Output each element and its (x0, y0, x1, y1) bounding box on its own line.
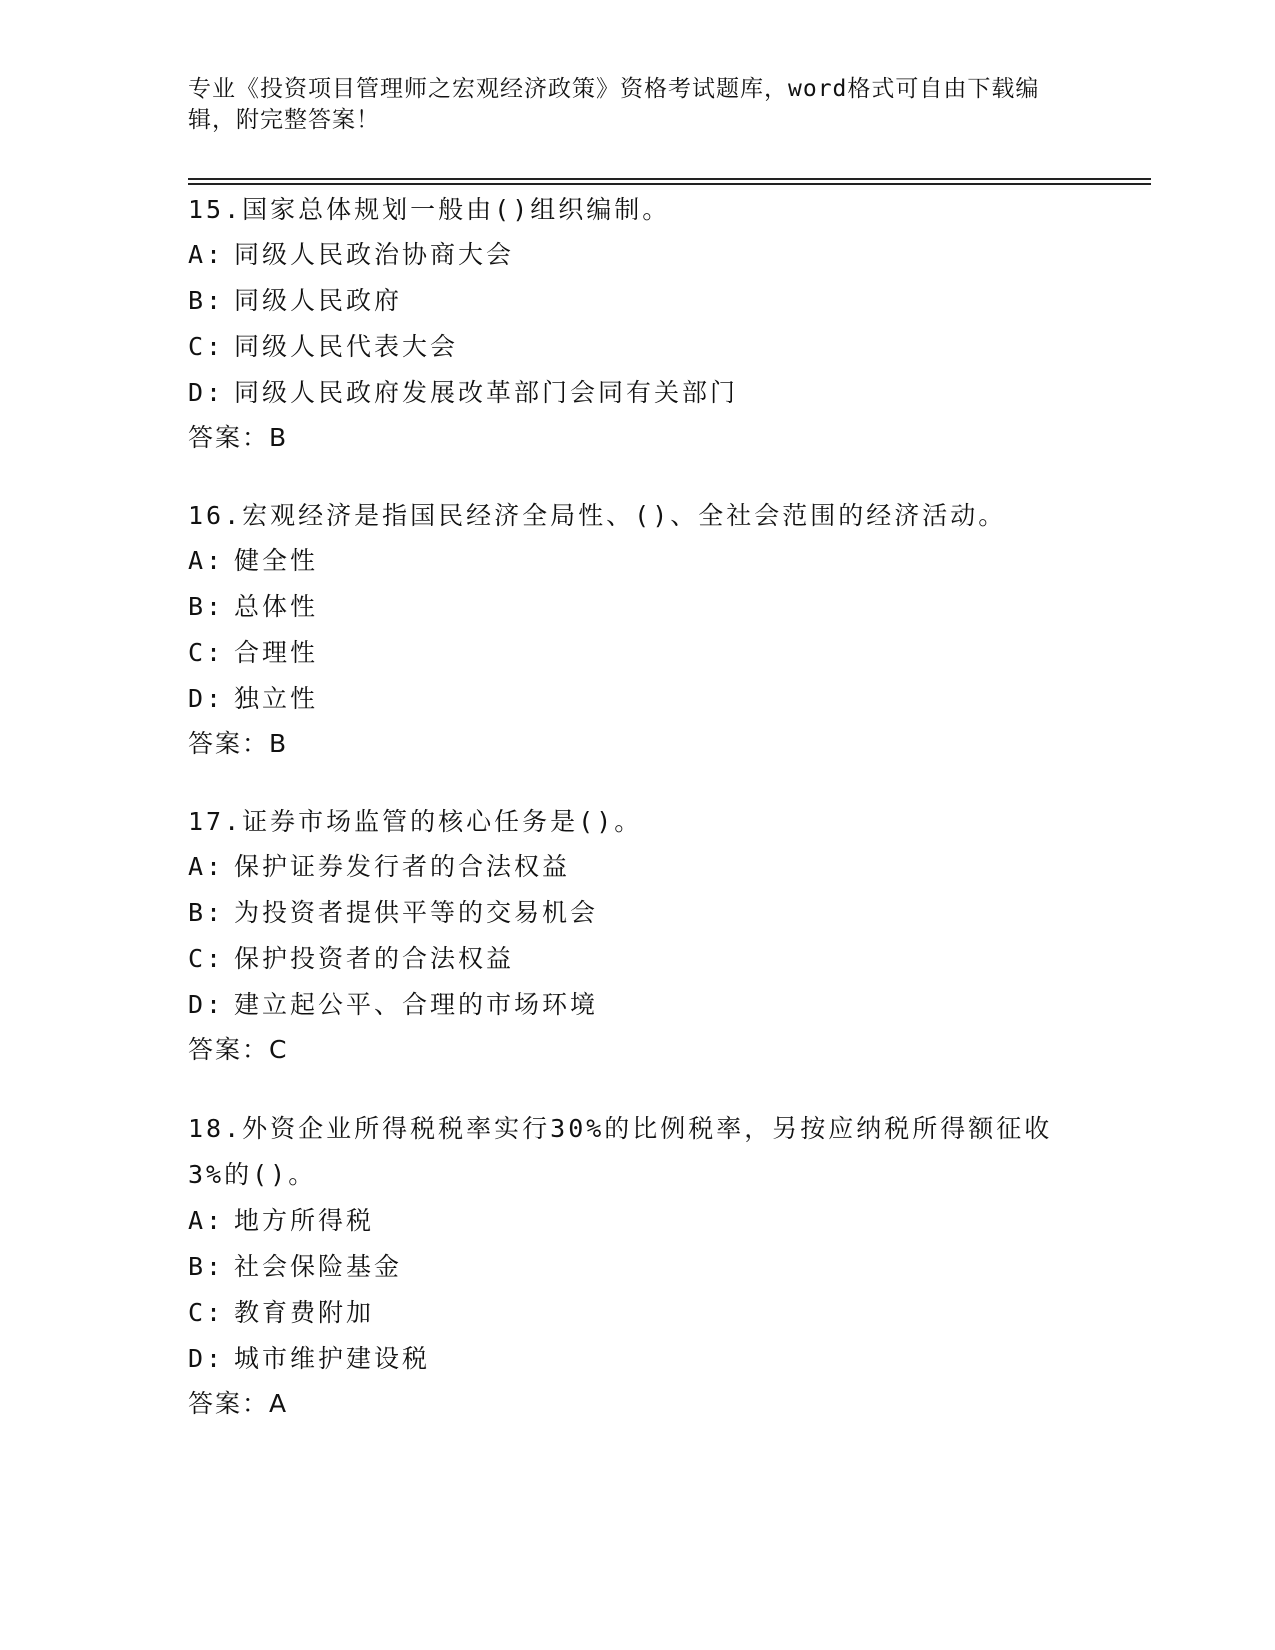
option-letter: D: (188, 684, 225, 713)
option-letter: D: (188, 1344, 225, 1373)
option-letter: B: (188, 286, 225, 315)
document-header: 专业《投资项目管理师之宏观经济政策》资格考试题库，word格式可自由下载编辑，附完整答案！ (188, 76, 1040, 133)
option-text: 保护投资者的合法权益 (234, 944, 515, 973)
option-b (188, 890, 1088, 936)
option-text: 独立性 (234, 684, 319, 713)
answer-line (188, 416, 1088, 460)
question-16 (188, 494, 1088, 766)
option-b (188, 584, 1088, 630)
option-a (188, 844, 1088, 890)
option-text: 同级人民代表大会 (234, 332, 459, 361)
option-text: 同级人民政治协商大会 (234, 240, 515, 269)
answer-line (188, 722, 1088, 766)
answer-value: B (269, 729, 288, 758)
option-letter: C: (188, 944, 225, 973)
option-text: 合理性 (234, 638, 319, 667)
option-letter: A: (188, 546, 225, 575)
answer-line (188, 1028, 1088, 1072)
option-letter: C: (188, 638, 225, 667)
option-c (188, 324, 1088, 370)
option-text: 教育费附加 (234, 1298, 375, 1327)
option-a (188, 1198, 1088, 1244)
header-divider-bottom (188, 183, 1151, 185)
option-text: 城市维护建设税 (234, 1344, 431, 1373)
question-18 (188, 1106, 1088, 1426)
option-text: 总体性 (234, 592, 319, 621)
header-divider-top (188, 178, 1151, 180)
option-letter: A: (188, 240, 225, 269)
option-d (188, 982, 1088, 1028)
answer-label: 答案： (188, 1035, 270, 1064)
question-17 (188, 800, 1088, 1072)
option-text: 社会保险基金 (234, 1252, 403, 1281)
question-stem: 16.宏观经济是指国民经济全局性、()、全社会范围的经济活动。 (188, 501, 1007, 530)
option-letter: B: (188, 1252, 225, 1281)
option-text: 健全性 (234, 546, 319, 575)
answer-value: C (269, 1035, 288, 1064)
option-text: 保护证券发行者的合法权益 (234, 852, 571, 881)
answer-line (188, 1382, 1088, 1426)
option-text: 同级人民政府发展改革部门会同有关部门 (234, 378, 739, 407)
option-text: 同级人民政府 (234, 286, 403, 315)
option-letter: B: (188, 898, 225, 927)
option-letter: C: (188, 332, 225, 361)
option-letter: D: (188, 378, 225, 407)
option-letter: A: (188, 852, 225, 881)
answer-label: 答案： (188, 729, 270, 758)
option-c (188, 1290, 1088, 1336)
option-letter: D: (188, 990, 225, 1019)
question-15 (188, 188, 1088, 460)
answer-value: A (269, 1389, 288, 1418)
option-b (188, 278, 1088, 324)
answer-label: 答案： (188, 1389, 270, 1418)
option-d (188, 1336, 1088, 1382)
question-stem: 18.外资企业所得税税率实行30%的比例税率，另按应纳税所得额征收3%的()。 (188, 1114, 1053, 1189)
option-d (188, 676, 1088, 722)
answer-label: 答案： (188, 423, 270, 452)
option-text: 为投资者提供平等的交易机会 (234, 898, 599, 927)
option-letter: A: (188, 1206, 225, 1235)
option-c (188, 936, 1088, 982)
option-d (188, 370, 1088, 416)
option-text: 建立起公平、合理的市场环境 (234, 990, 599, 1019)
option-a (188, 538, 1088, 584)
answer-value: B (269, 423, 288, 452)
question-stem: 17.证券市场监管的核心任务是()。 (188, 807, 643, 836)
option-letter: B: (188, 592, 225, 621)
option-a (188, 232, 1088, 278)
option-b (188, 1244, 1088, 1290)
question-stem: 15.国家总体规划一般由()组织编制。 (188, 195, 671, 224)
option-c (188, 630, 1088, 676)
option-text: 地方所得税 (234, 1206, 375, 1235)
option-letter: C: (188, 1298, 225, 1327)
